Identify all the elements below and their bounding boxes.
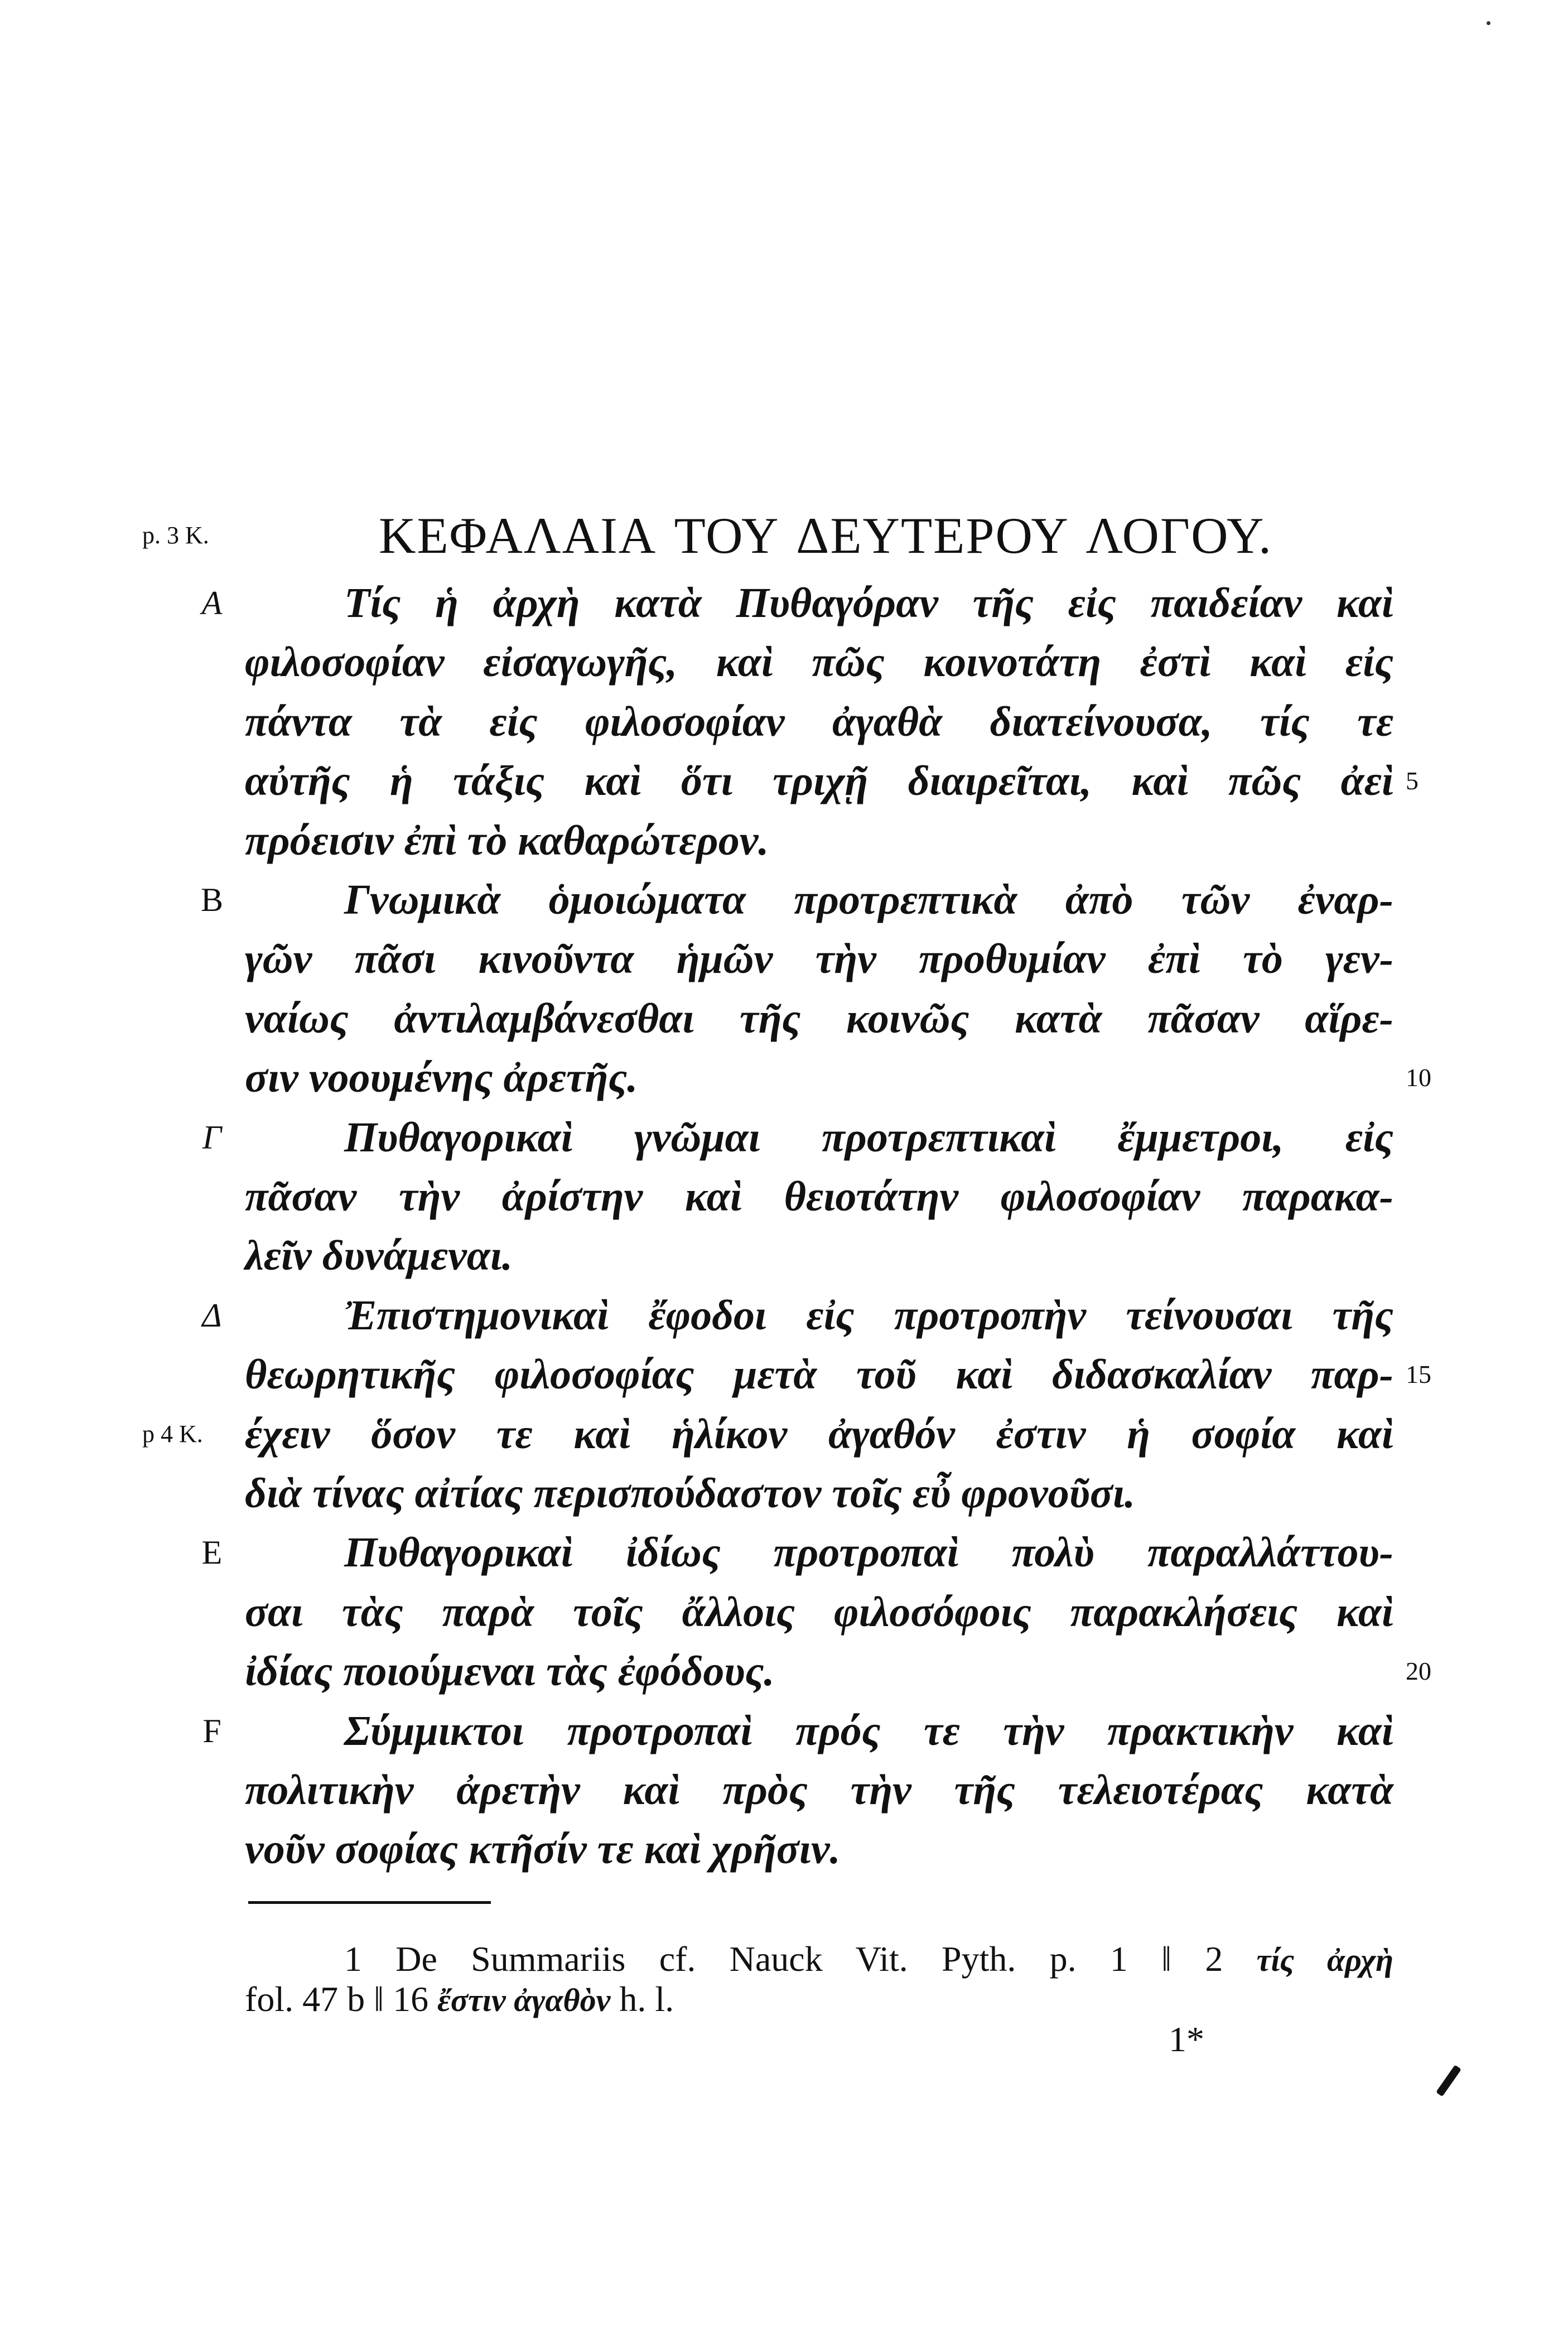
section-letter: F	[202, 1713, 221, 1749]
page-title: ΚΕΦΑΛΑΙΑ ΤΟΥ ΔΕΥΤΕΡΟΥ ΛΟΓΟΥ.	[379, 507, 1272, 564]
text-line: λεῖν δυνάμεναι.	[245, 1232, 513, 1279]
section-letter: B	[200, 881, 224, 918]
footnote-segment: h. l.	[610, 1979, 674, 2019]
text-line: Πυθαγορικαὶ γνῶμαι προτρεπτικαὶ ἔμμετροι, εἰς	[344, 1114, 1393, 1161]
text-line: γῶν πᾶσι κινοῦντα ἡμῶν τὴν προθυμίαν ἐπὶ τὸ γεν-	[245, 935, 1393, 982]
text-line: πάντα τὰ εἰς φιλοσοφίαν ἀγαθὰ διατείνουσα, τίς τε	[245, 698, 1393, 745]
line-number: 10	[1406, 1063, 1431, 1092]
page-reference-top: p. 3 K.	[142, 522, 209, 549]
footnote-divider	[248, 1901, 491, 1904]
text-line: σιν νοουμένης ἀρετῆς.	[245, 1054, 638, 1101]
section-letter: Γ	[202, 1119, 222, 1156]
text-line: Γνωμικὰ ὁμοιώματα προτρεπτικὰ ἀπὸ τῶν ἐναρ-	[344, 876, 1393, 923]
text-line: σαι τὰς παρὰ τοῖς ἄλλοις φιλοσόφοις παρακλήσεις καὶ	[245, 1589, 1393, 1636]
text-line: διὰ τίνας αἰτίας περισπούδαστον τοῖς εὖ φρονοῦσι.	[245, 1470, 1136, 1517]
footnote-segment: τίς ἀρχὴ	[1256, 1942, 1394, 1978]
footnote-segment: ἔστιν ἀγαθὸν	[437, 1982, 611, 2018]
line-number: 5	[1406, 766, 1419, 795]
text-line: Τίς ἡ ἀρχὴ κατὰ Πυθαγόραν τῆς εἰς παιδείαν καὶ	[344, 580, 1393, 626]
line-number: 20	[1406, 1657, 1431, 1685]
text-line: ναίως ἀντιλαμβάνεσθαι τῆς κοινῶς κατὰ πᾶσαν αἵρε-	[245, 995, 1393, 1042]
text-line: Ἐπιστημονικαὶ ἔφοδοι εἰς προτροπὴν τείνουσαι τῆς	[344, 1292, 1393, 1339]
signature-mark: 1*	[1169, 2019, 1204, 2059]
footnote-line	[344, 1939, 1393, 1979]
text-line: φιλοσοφίαν εἰσαγωγῆς, καὶ πῶς κοινοτάτη ἐστὶ καὶ εἰς	[245, 639, 1393, 686]
scan-speck	[1487, 21, 1490, 25]
section-letter: A	[201, 585, 223, 621]
page-reference: p 4 K.	[142, 1420, 203, 1448]
footnote-segment: fol. 47 b ‖ 16	[245, 1979, 438, 2019]
footnote-segment: 1 De Summariis cf. Nauck Vit. Pyth. p. 1 ‖ 2	[344, 1939, 1257, 1979]
ink-mark	[1436, 2065, 1461, 2096]
text-line: Σύμμικτοι προτροπαὶ πρός τε τὴν πρακτικὴν καὶ	[344, 1708, 1393, 1754]
text-line: αὐτῆς ἡ τάξις καὶ ὅτι τριχῇ διαιρεῖται, καὶ πῶς ἀεὶ	[245, 758, 1393, 804]
line-number: 15	[1406, 1360, 1431, 1388]
text-line: πρόεισιν ἐπὶ τὸ καθαρώτερον.	[245, 817, 769, 864]
text-line: ἰδίας ποιούμεναι τὰς ἐφόδους.	[245, 1648, 775, 1695]
text-line: πολιτικὴν ἀρετὴν καὶ πρὸς τὴν τῆς τελειοτέρας κατὰ	[245, 1767, 1393, 1814]
section-letter: Δ	[202, 1297, 222, 1334]
text-line: νοῦν σοφίας κτῆσίν τε καὶ χρῆσιν.	[245, 1826, 841, 1873]
text-line: πᾶσαν τὴν ἀρίστην καὶ θειοτάτην φιλοσοφίαν παρακα-	[245, 1173, 1393, 1220]
footnote-line	[245, 1979, 1393, 2019]
text-line: θεωρητικῆς φιλοσοφίας μετὰ τοῦ καὶ διδασκαλίαν παρ-	[245, 1351, 1393, 1398]
text-line: έχειν ὅσον τε καὶ ἡλίκον ἀγαθόν ἐστιν ἡ σοφία καὶ	[245, 1411, 1393, 1458]
section-letter: E	[201, 1534, 223, 1571]
text-line: Πυθαγορικαὶ ἰδίως προτροπαὶ πολὺ παραλλάττου-	[344, 1529, 1393, 1576]
